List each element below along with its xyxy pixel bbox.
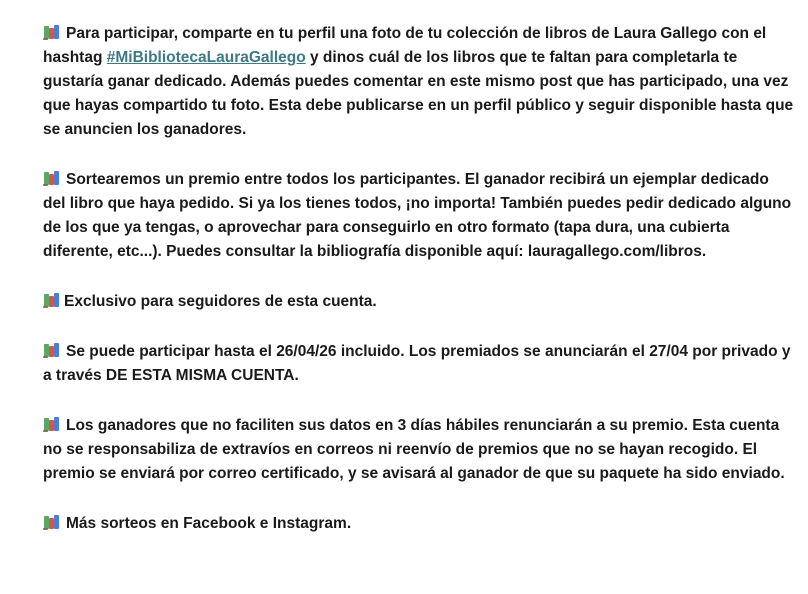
paragraph-exclusive <box>43 290 795 314</box>
participation-text-end: y dinos cuál de los libros que te faltan para completarla te gustaría ganar dedicado. Además puedes comentar en este mismo post que has participado, una vez que hayas compartido tu foto. Esta debe publicarse en un perfil público y seguir disponible hasta que se anuncien los ganadores. <box>43 49 794 138</box>
books-icon <box>43 342 62 358</box>
conditions-text: Los ganadores que no faciliten sus datos en 3 días hábiles renunciarán a su premio. Esta cuenta no se responsabiliza de extravíos en correos ni reenvío de premios que no se hayan recogido. El premio se enviará por correo certificado, y se avisará al ganador de que su paquete ha sido enviado. <box>43 417 785 482</box>
paragraph-conditions <box>43 414 795 486</box>
books-icon <box>43 292 62 308</box>
books-icon <box>43 170 62 186</box>
deadline-text: Se puede participar hasta el 26/04/26 incluido. Los premiados se anunciarán el 27/04 por privado y a través DE ESTA MISMA CUENTA. <box>43 343 791 384</box>
books-icon <box>43 416 62 432</box>
paragraph-prize <box>43 168 795 264</box>
hashtag-link[interactable]: #MiBibliotecaLauraGallego <box>106 49 306 66</box>
books-icon <box>43 514 62 530</box>
exclusive-text: Exclusivo para seguidores de esta cuenta. <box>64 293 377 310</box>
paragraph-participation <box>43 22 795 142</box>
prize-text: Sortearemos un premio entre todos los participantes. El ganador recibirá un ejemplar dedicado del libro que haya pedido. Si ya los tienes todos, ¡no importa! También puedes pedir dedicado alguno de los que ya tengas, o aprovechar para conseguirlo en otro formato (tapa dura, una cubierta diferente, etc...). Puedes consultar la bibliografía disponible aquí: lauragallego.com/libros. <box>43 171 792 260</box>
books-icon <box>43 24 62 40</box>
paragraph-deadline <box>43 340 795 388</box>
more-giveaways-text: Más sorteos en Facebook e Instagram. <box>66 515 352 532</box>
participation-text-start: Para participar, comparte en tu perfil una foto de tu colección de libros de Laura Gallego con el hashtag <box>43 25 767 66</box>
post-body <box>43 22 795 562</box>
paragraph-more-giveaways <box>43 512 795 536</box>
